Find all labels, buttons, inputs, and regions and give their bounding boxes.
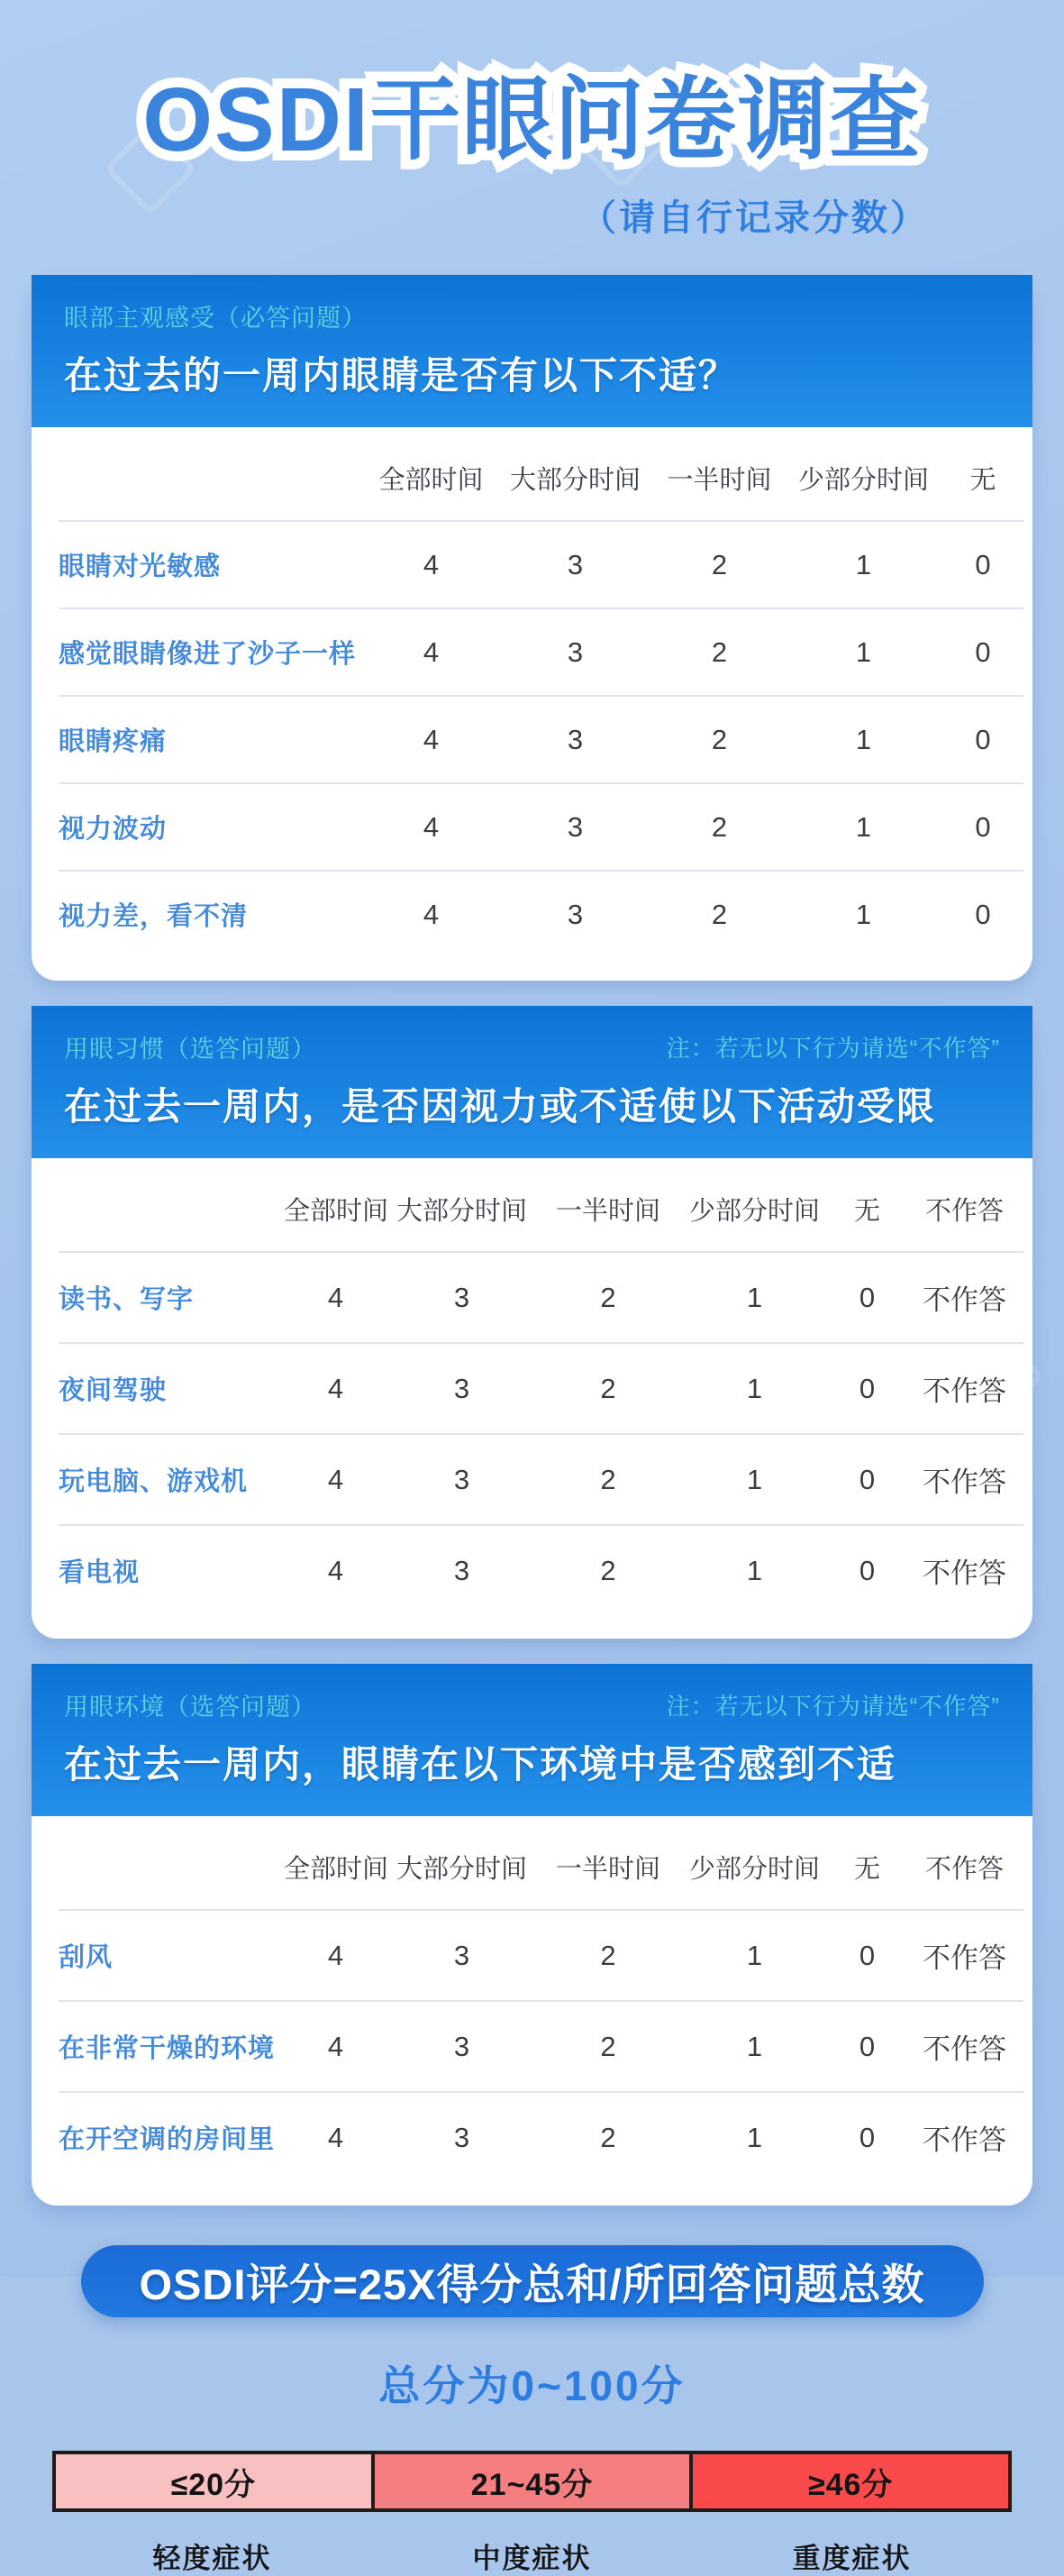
score-cell: 4 [327,1463,344,1495]
score-cell: 0 [975,898,991,930]
column-header: 一半时间 [555,1855,660,1884]
score-cell: 3 [453,1554,470,1586]
card-header-top [64,298,1000,333]
score-cell: 3 [453,1372,470,1404]
score-cell: 4 [423,810,440,843]
score-cell: 0 [859,2030,876,2062]
score-cell: 4 [423,723,440,755]
column-header: 大部分时间 [396,1855,527,1884]
score-cell: 0 [975,810,991,843]
card-body [32,1816,1032,2206]
table-header-row [59,1816,1023,1909]
question-card [32,1006,1032,1639]
table-header-row [59,427,1023,520]
row-label: 在开空调的房间里 [59,2125,276,2154]
formula-banner [81,2245,984,2317]
table-row [59,1524,1023,1615]
score-range-text: 总分为0~100分 [378,2362,686,2409]
card-body [32,427,1032,981]
score-cell: 不作答 [923,1375,1006,1407]
score-cell: 3 [453,2030,470,2062]
score-cell: 2 [600,1281,616,1313]
score-cell: 2 [600,2030,616,2062]
score-cell: 0 [859,1939,876,1971]
score-cell: 3 [567,635,584,668]
score-cell: 2 [600,1372,616,1404]
table-row [59,1909,1023,2000]
table-row [59,1342,1023,1433]
severity-labels [52,2535,1012,2576]
score-cell: 3 [453,1463,470,1495]
card-header-top [64,1687,1000,1722]
score-cell: 0 [859,1554,876,1586]
card-header [32,1006,1032,1158]
column-header: 少部分时间 [688,1855,820,1884]
severity-label: 轻度症状 [152,2543,272,2574]
section-tag: 眼部主观感受（必答问题） [64,305,367,332]
row-label: 读书、写字 [59,1285,195,1314]
table-row [59,782,1023,870]
question-card [32,275,1032,981]
score-cell: 1 [746,1281,763,1313]
score-cell: 2 [711,548,728,580]
card-body [32,1158,1032,1639]
card-header-top [64,1029,1000,1064]
score-cell: 2 [711,898,728,930]
row-label: 刮风 [59,1943,114,1972]
table-row [59,2091,1023,2182]
score-cell: 不作答 [923,1942,1006,1974]
table-row [59,1251,1023,1342]
row-label: 玩电脑、游戏机 [59,1467,249,1496]
score-cell: 1 [746,1939,763,1971]
score-cell: 4 [423,635,440,668]
score-cell: 1 [746,1463,763,1495]
row-label: 感觉眼睛像进了沙子一样 [59,640,357,669]
page-subtitle: （请自行记录分数） [580,198,929,238]
score-cell: 0 [859,1372,876,1404]
score-cell: 4 [327,1939,344,1971]
score-cell: 1 [746,2121,763,2153]
score-cell: 0 [859,1463,876,1495]
score-cell: 1 [855,548,872,580]
section-tag: 用眼环境（选答问题） [64,1694,316,1721]
section-note: 注：若无以下行为请选“不作答” [666,1693,1000,1720]
column-header: 一半时间 [667,466,772,495]
card-header [32,275,1032,427]
severity-label: 中度症状 [472,2543,592,2574]
score-cell: 4 [327,2121,344,2153]
column-header: 一半时间 [555,1197,660,1226]
score-cell: 4 [327,1281,344,1313]
severity-bar [52,2451,1012,2512]
row-label: 视力差，看不清 [59,902,249,931]
row-label: 视力波动 [59,815,168,844]
column-header: 不作答 [924,1197,1004,1226]
score-cell: 2 [711,810,728,843]
table-rows [59,1909,1023,2182]
score-cell: 2 [600,1554,616,1586]
score-cell: 3 [567,898,584,930]
score-cell: 2 [600,1939,616,1971]
score-cell: 0 [975,548,991,580]
score-cell: 3 [453,2121,470,2153]
column-header: 大部分时间 [509,466,641,495]
score-cell: 1 [746,1554,763,1586]
table-row [59,1433,1023,1524]
score-cell: 1 [746,2030,763,2062]
score-cell: 3 [567,548,584,580]
score-cell: 4 [423,898,440,930]
score-cell: 3 [453,1281,470,1313]
page-title: OSDI干眼问卷调查 OSDI干眼问卷调查 [0,47,1064,177]
score-cell: 0 [975,635,991,668]
column-header: 无 [853,1197,880,1226]
severity-segment: ≤20分 [56,2454,371,2508]
score-cell: 4 [327,1554,344,1586]
question-cards [32,275,1032,2206]
score-cell: 3 [567,810,584,843]
column-header: 全部时间 [284,1855,389,1884]
score-cell: 0 [975,723,991,755]
hero-header [0,0,1064,241]
row-label: 看电视 [59,1558,141,1587]
row-label: 眼睛疼痛 [59,727,168,756]
table-row [59,607,1023,695]
section-title: 在过去一周内，眼睛在以下环境中是否感到不适 [64,1743,897,1786]
section-title: 在过去的一周内眼睛是否有以下不适？ [64,354,739,397]
column-header: 少部分时间 [688,1197,820,1226]
score-cell: 不作答 [923,1466,1006,1498]
score-cell: 不作答 [923,1557,1006,1589]
score-cell: 不作答 [923,2033,1006,2065]
score-cell: 4 [423,548,440,580]
column-header: 少部分时间 [797,466,929,495]
row-label: 夜间驾驶 [59,1376,168,1405]
score-cell: 0 [859,2121,876,2153]
section-tag: 用眼习惯（选答问题） [64,1036,316,1063]
score-cell: 4 [327,2030,344,2062]
section-note: 注：若无以下行为请选“不作答” [666,1035,1000,1062]
card-header [32,1664,1032,1816]
table-rows [59,1251,1023,1615]
score-cell: 1 [855,898,872,930]
score-cell: 2 [600,2121,616,2153]
formula-text: OSDI评分=25X得分总和/所回答问题总数 [139,2260,925,2308]
table-row [59,870,1023,957]
row-label: 眼睛对光敏感 [59,553,222,581]
severity-segment: ≥46分 [689,2454,1008,2508]
column-header: 无 [969,466,996,495]
column-header: 全部时间 [284,1197,389,1226]
score-cell: 1 [855,635,872,668]
score-cell: 2 [711,635,728,668]
section-title: 在过去一周内，是否因视力或不适使以下活动受限 [64,1085,937,1128]
table-row [59,695,1023,782]
table-rows [59,520,1023,957]
score-cell: 3 [453,1939,470,1971]
score-cell: 1 [855,723,872,755]
table-row [59,2000,1023,2091]
column-header: 不作答 [924,1855,1004,1884]
row-label: 在非常干燥的环境 [59,2034,276,2063]
score-cell: 0 [859,1281,876,1313]
score-cell: 3 [567,723,584,755]
question-card [32,1664,1032,2206]
score-cell: 不作答 [923,1284,1006,1316]
score-cell: 2 [711,723,728,755]
score-cell: 不作答 [923,2124,1006,2156]
score-cell: 4 [327,1372,344,1404]
score-cell: 1 [855,810,872,843]
table-header-row [59,1158,1023,1251]
column-header: 大部分时间 [396,1197,527,1226]
score-cell: 2 [600,1463,616,1495]
score-cell: 1 [746,1372,763,1404]
severity-scale [52,2451,1012,2576]
table-row [59,520,1023,607]
column-header: 无 [853,1855,880,1884]
column-header: 全部时间 [378,466,484,495]
severity-segment: 21~45分 [371,2454,690,2508]
severity-label: 重度症状 [792,2543,912,2574]
